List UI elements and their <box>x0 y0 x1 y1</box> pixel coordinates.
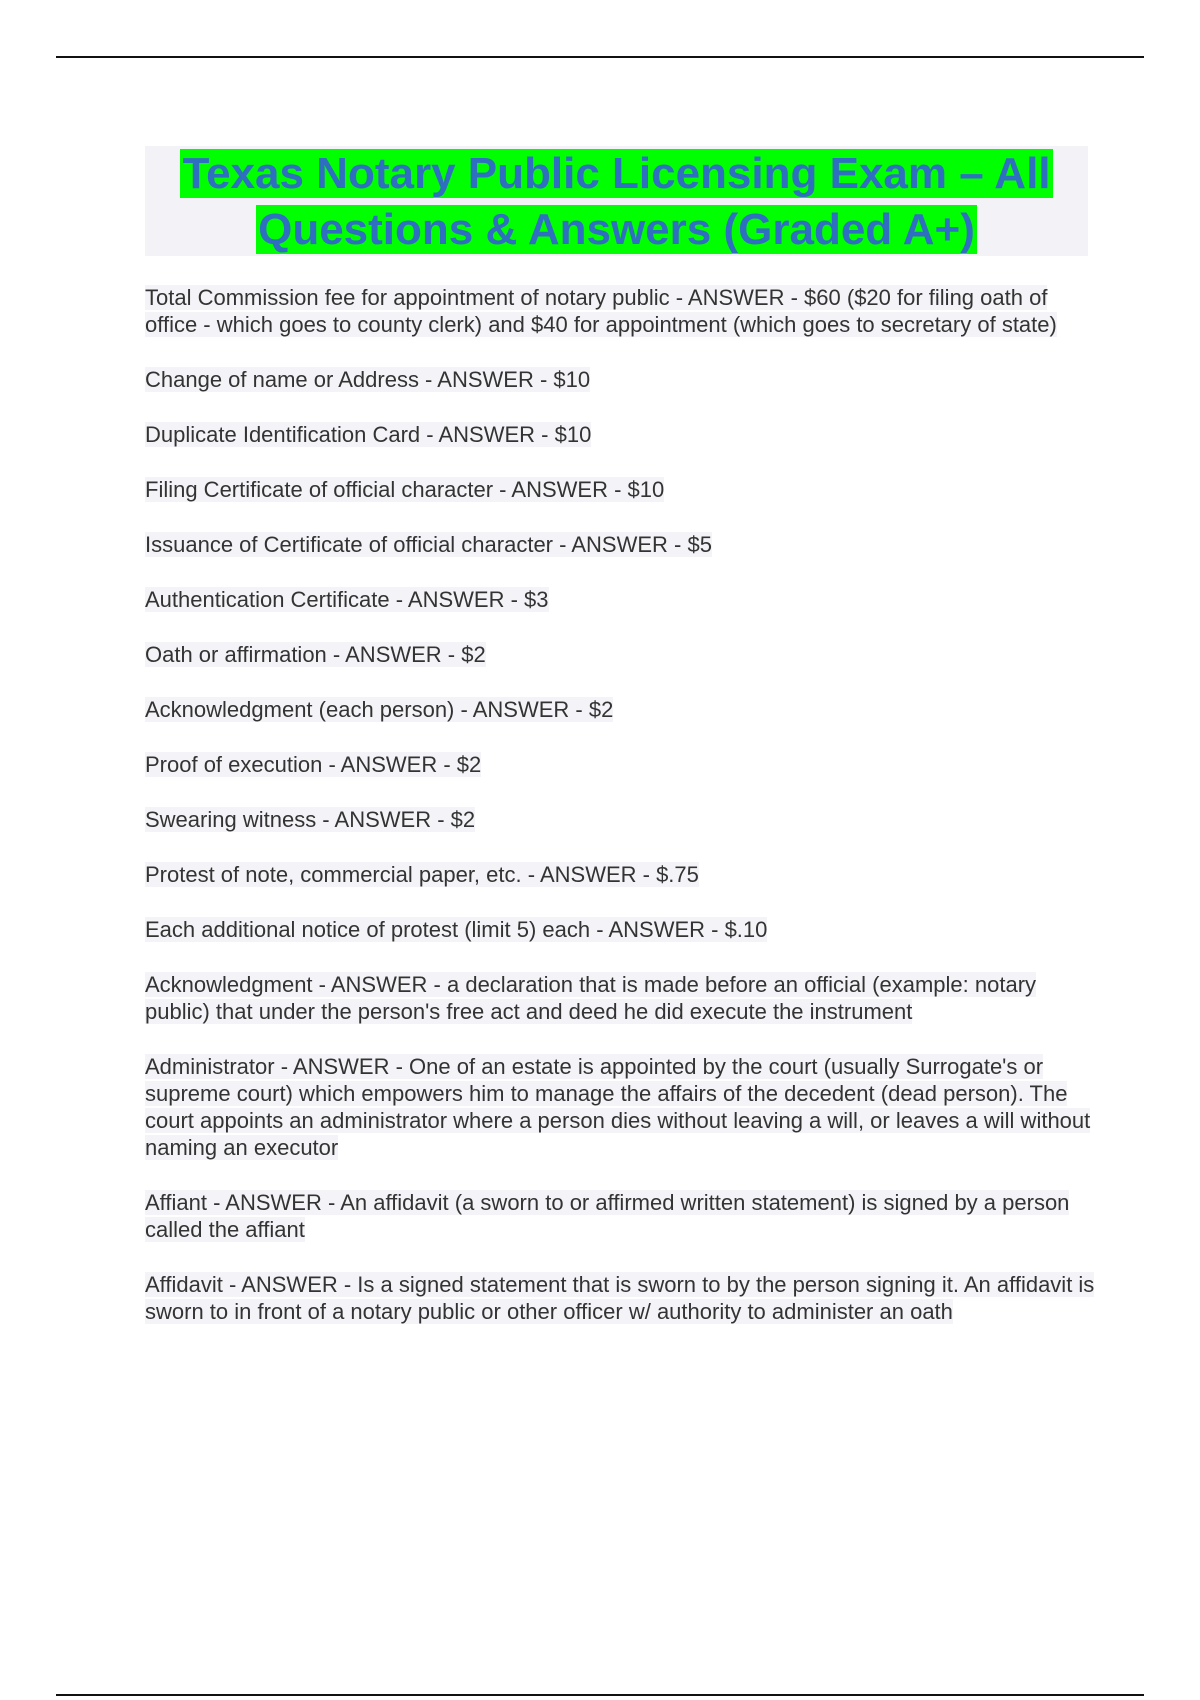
qa-item <box>145 366 1095 393</box>
qa-item <box>145 916 1095 943</box>
qa-text: Each additional notice of protest (limit 5) each - ANSWER - $.10 <box>145 917 768 942</box>
qa-text: Issuance of Certificate of official character - ANSWER - $5 <box>145 532 712 557</box>
bottom-rule <box>56 1694 1144 1696</box>
qa-item <box>145 421 1095 448</box>
title-box <box>145 146 1088 256</box>
qa-text: Oath or affirmation - ANSWER - $2 <box>145 642 486 667</box>
qa-item <box>145 971 1095 1025</box>
qa-text: Affiant - ANSWER - An affidavit (a sworn to or affirmed written statement) is signed by a person called the affiant <box>145 1190 1070 1242</box>
qa-item <box>145 696 1095 723</box>
document-title: Texas Notary Public Licensing Exam – All Questions & Answers (Graded A+) <box>182 149 1051 254</box>
qa-item <box>145 861 1095 888</box>
top-rule <box>56 56 1144 58</box>
qa-item <box>145 751 1095 778</box>
qa-item <box>145 476 1095 503</box>
qa-text: Filing Certificate of official character - ANSWER - $10 <box>145 477 665 502</box>
qa-text: Acknowledgment - ANSWER - a declaration that is made before an official (example: notary public) that under the person's free act and deed he did execute the instrument <box>145 972 1037 1024</box>
qa-text: Duplicate Identification Card - ANSWER - $10 <box>145 422 592 447</box>
qa-item <box>145 806 1095 833</box>
qa-item <box>145 1271 1095 1325</box>
qa-text: Proof of execution - ANSWER - $2 <box>145 752 482 777</box>
qa-text: Protest of note, commercial paper, etc. - ANSWER - $.75 <box>145 862 699 887</box>
qa-text: Authentication Certificate - ANSWER - $3 <box>145 587 549 612</box>
qa-item <box>145 1053 1095 1161</box>
qa-item <box>145 586 1095 613</box>
qa-list <box>145 284 1095 1353</box>
qa-text: Total Commission fee for appointment of notary public - ANSWER - $60 ($20 for filing oath of office - which goes to county clerk) and $40 for appointment (which goes to secretary of state) <box>145 285 1057 337</box>
qa-item <box>145 284 1095 338</box>
qa-text: Affidavit - ANSWER - Is a signed statement that is sworn to by the person signing it. An affidavit is sworn to in front of a notary public or other officer w/ authority to administer an oath <box>145 1272 1095 1324</box>
qa-item <box>145 641 1095 668</box>
qa-text: Administrator - ANSWER - One of an estate is appointed by the court (usually Surrogate's or supreme court) which empowers him to manage the affairs of the decedent (dead person). The court appoints an administrator where a person dies without leaving a will, or leaves a will without naming an executor <box>145 1054 1091 1160</box>
qa-text: Change of name or Address - ANSWER - $10 <box>145 367 591 392</box>
qa-text: Swearing witness - ANSWER - $2 <box>145 807 476 832</box>
qa-item <box>145 1189 1095 1243</box>
qa-text: Acknowledgment (each person) - ANSWER - $2 <box>145 697 614 722</box>
qa-item <box>145 531 1095 558</box>
